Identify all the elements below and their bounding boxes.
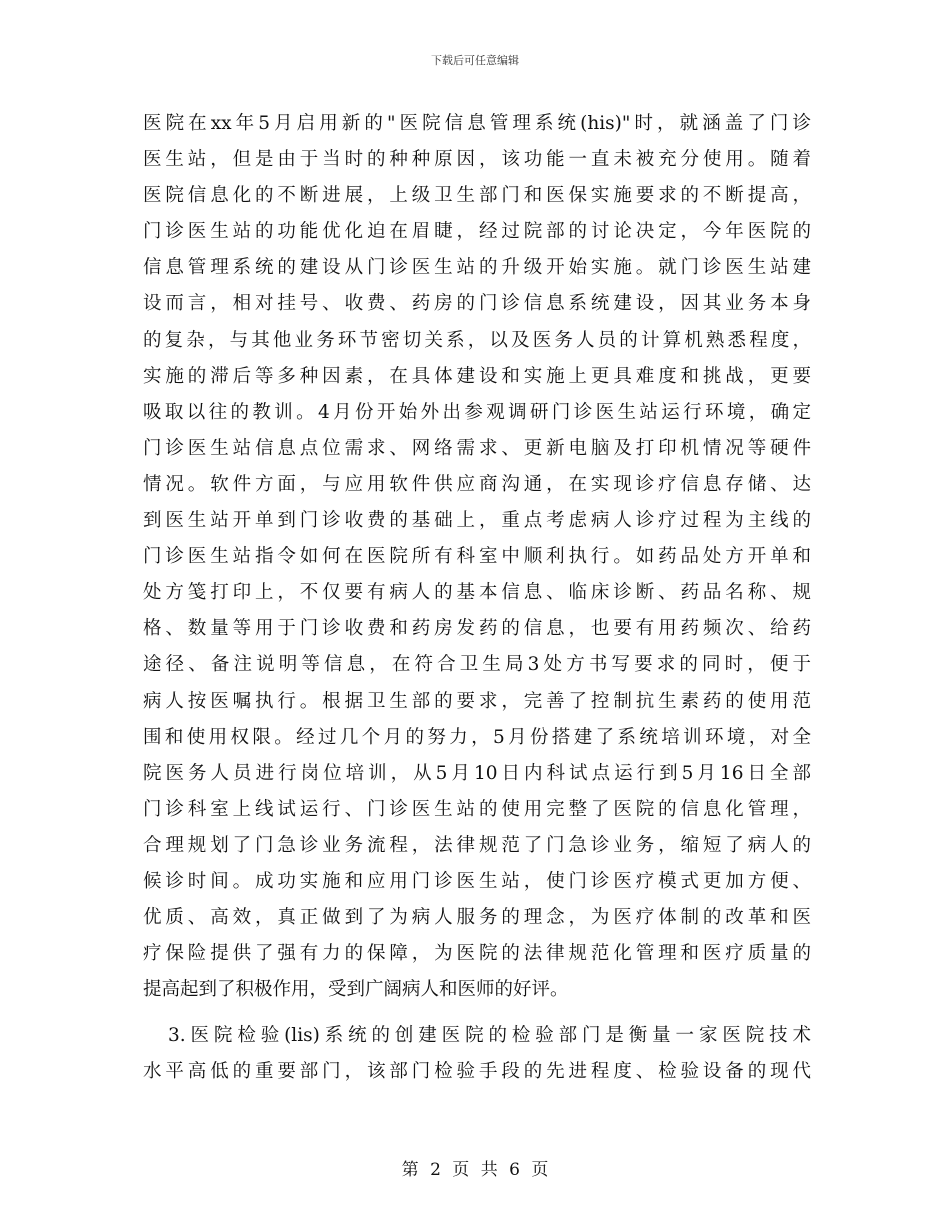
paragraph-his-outpatient xyxy=(143,106,811,1008)
text-line: 优质、高效，真正做到了为病人服务的理念，为医疗体制的改革和医 xyxy=(143,907,811,929)
text-line: 疗保险提供了强有力的保障，为医院的法律规范化管理和医疗质量的 xyxy=(143,943,811,965)
text-line: 吸取以往的教训。4月份开始外出参观调研门诊医生站运行环境，确定 xyxy=(143,401,811,423)
text-line: 实施的滞后等多种因素，在具体建设和实施上更具难度和挑战，更要 xyxy=(143,365,811,387)
text-line: 门诊医生站指令如何在医院所有科室中顺利执行。如药品处方开单和 xyxy=(143,546,811,568)
text-line: 合理规划了门急诊业务流程，法律规范了门急诊业务，缩短了病人的 xyxy=(143,834,811,856)
text-line: 设而言，相对挂号、收费、药房的门诊信息系统建设，因其业务本身 xyxy=(143,293,811,315)
paragraph-lis-system xyxy=(143,1018,811,1090)
text-line: 医院信息化的不断进展，上级卫生部门和医保实施要求的不断提高， xyxy=(143,185,811,207)
text-line: 门诊医生站信息点位需求、网络需求、更新电脑及打印机情况等硬件 xyxy=(143,437,811,459)
paragraph-gap xyxy=(143,1008,811,1018)
document-body xyxy=(143,106,811,1091)
text-line: 格、数量等用于门诊收费和药房发药的信息，也要有用药频次、给药 xyxy=(143,618,811,640)
text-line: 门诊科室上线试运行、门诊医生站的使用完整了医院的信息化管理， xyxy=(143,798,811,820)
text-line: 水平高低的重要部门，该部门检验手段的先进程度、检验设备的现代 xyxy=(143,1061,811,1083)
text-line: 门诊医生站的功能优化迫在眉睫，经过院部的讨论决定，今年医院的 xyxy=(143,221,811,243)
text-line: 情况。软件方面，与应用软件供应商沟通，在实现诊疗信息存储、达 xyxy=(143,473,811,495)
text-line: 医院在xx年5月启用新的"医院信息管理系统(his)"时，就涵盖了门诊 xyxy=(143,113,811,134)
text-line: 到医生站开单到门诊收费的基础上，重点考虑病人诊疗过程为主线的 xyxy=(143,510,811,532)
text-line: 围和使用权限。经过几个月的努力，5月份搭建了系统培训环境，对全 xyxy=(143,726,811,748)
text-line: 的复杂，与其他业务环节密切关系，以及医务人员的计算机熟悉程度， xyxy=(143,329,811,351)
text-line: 医生站，但是由于当时的种种原因，该功能一直未被充分使用。随着 xyxy=(143,149,811,171)
text-line: 院医务人员进行岗位培训，从5月10日内科试点运行到5月16日全部 xyxy=(143,762,811,784)
text-line: 处方笺打印上，不仅要有病人的基本信息、临床诊断、药品名称、规 xyxy=(143,582,811,604)
text-line: 途径、备注说明等信息，在符合卫生局3处方书写要求的同时，便于 xyxy=(143,654,811,676)
page-header: 下载后可任意编辑 xyxy=(431,54,519,67)
page-footer: 第 2 页 共 6 页 xyxy=(401,1160,549,1180)
text-line: 信息管理系统的建设从门诊医生站的升级开始实施。就门诊医生站建 xyxy=(143,257,811,279)
text-line: 候诊时间。成功实施和应用门诊医生站，使门诊医疗模式更加方便、 xyxy=(143,870,811,892)
text-line: 提高起到了积极作用，受到广阔病人和医师的好评。 xyxy=(143,979,569,1001)
text-line: 3.医院检验(lis)系统的创建医院的检验部门是衡量一家医院技术 xyxy=(168,1025,811,1047)
text-line: 病人按医嘱执行。根据卫生部的要求，完善了控制抗生素药的使用范 xyxy=(143,690,811,712)
